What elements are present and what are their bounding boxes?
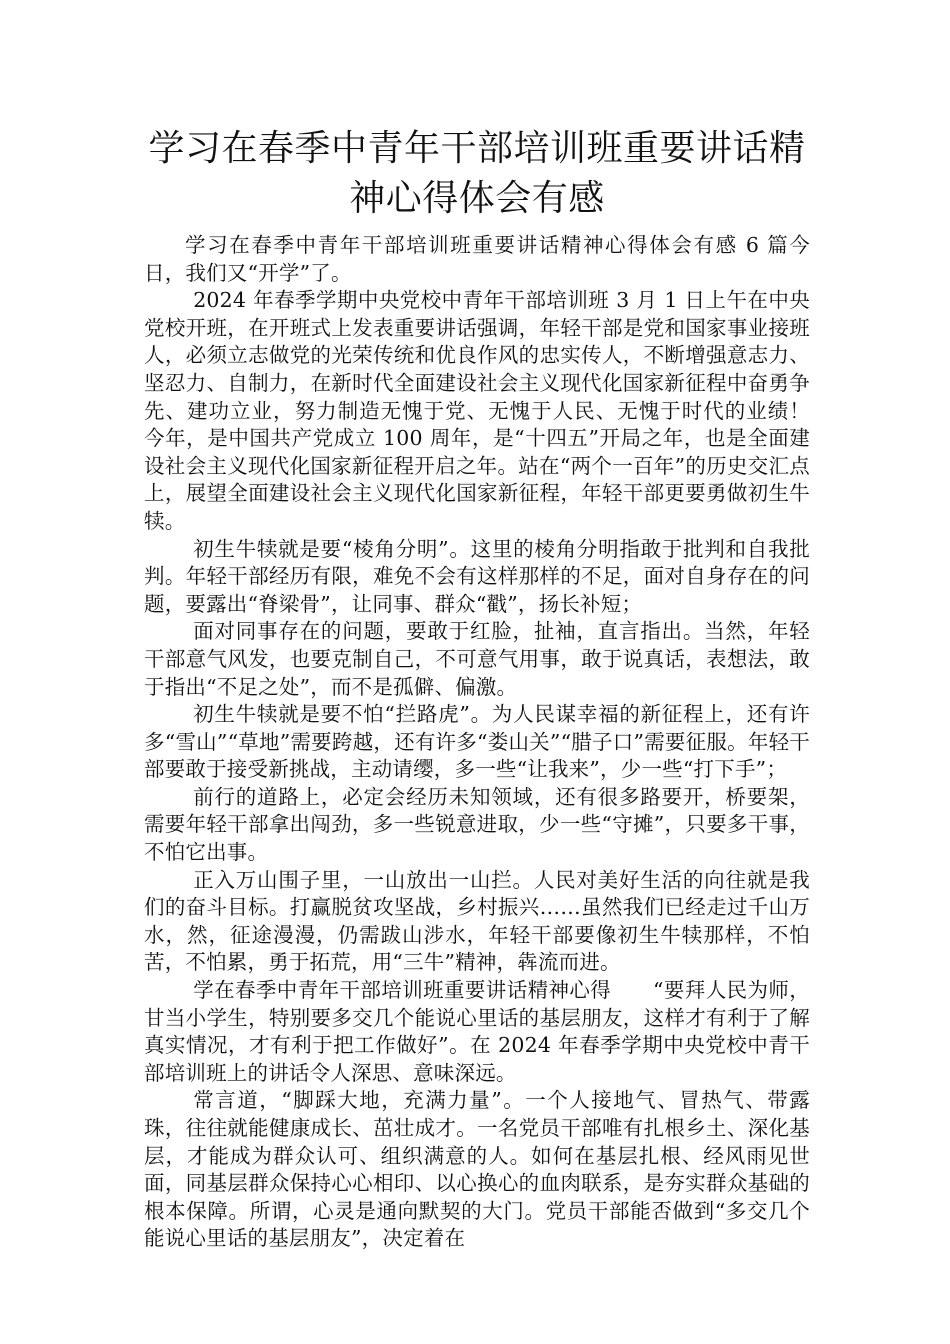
paragraph: 学习在春季中青年干部培训班重要讲话精神心得体会有感 6 篇今日，我们又“开学”了。 (144, 233, 810, 285)
paragraph: 面对同事存在的问题，要敢于红脸，扯袖，直言指出。当然，年轻干部意气风发，也要克制自己，不可意气用事，敢于说真话，表想法，敢于指出“不足之处”，而不是孤僻、偏激。 (144, 619, 810, 699)
paragraph: 前行的道路上，必定会经历未知领域，还有很多路要开，桥要架，需要年轻干部拿出闯劲，多一些锐意进取，少一些“守摊”，只要多干事，不怕它出事。 (144, 784, 810, 865)
paragraph: 初生牛犊就是要不怕“拦路虎”。为人民谋幸福的新征程上，还有许多“雪山”“草地”需要跨越，还有许多“娄山关”“腊子口”需要征服。年轻干部要敢于接受新挑战，主动请缨，多一些“让我来”，少一些“打下手”； (144, 702, 810, 782)
document-title: 学习在春季中青年干部培训班重要讲话精神心得体会有感 (148, 128, 806, 219)
paragraph: 学在春季中青年干部培训班重要讲话精神心得 “要拜人民为师，甘当小学生，特别要多交几个能说心里话的基层朋友，这样才有利于了解真实情况，才有利于把工作做好”。在 2024 年春季学期中央党校中青干部培训班上的讲话令人深思、意味深远。 (144, 978, 810, 1085)
paragraph: 正入万山围子里，一山放出一山拦。人民对美好生活的向往就是我们的奋斗目标。打赢脱贫攻坚战，乡村振兴……虽然我们已经走过千山万水，然，征途漫漫，仍需跋山涉水，年轻干部要像初生牛犊那样，不怕苦，不怕累，勇于拓荒，用“三牛”精神，犇流而进。 (144, 867, 810, 975)
paragraph: 2024 年春季学期中央党校中青年干部培训班 3 月 1 日上午在中央党校开班，在开班式上发表重要讲话强调，年轻干部是党和国家事业接班人，必须立志做党的光荣传统和优良作风的忠实传人，不断增强意志力、坚忍力、自制力，在新时代全面建设社会主义现代化国家新征程中奋勇争先、建功立业，努力制造无愧于党、无愧于人民、无愧于时代的业绩！ 今年，是中国共产党成立 100 周年，是“十四五”开局之年，也是全面建设社会主义现代化国家新征程开启之年。站在“两个一百年”的历史交汇点上，展望全面建设社会主义现代化国家新征程，年轻干部更要勇做初生牛犊。 (144, 288, 810, 533)
paragraph: 初生牛犊就是要“棱角分明”。这里的棱角分明指敢于批判和自我批判。年轻干部经历有限，难免不会有这样那样的不足，面对自身存在的问题，要露出“脊梁骨”，让同事、群众“戳”，扬长补短； (144, 536, 810, 616)
document-body (144, 232, 810, 1253)
document-page (144, 124, 810, 1253)
paragraph: 常言道，“脚踩大地，充满力量”。一个人接地气、冒热气、带露珠，往往就能健康成长、茁壮成才。一名党员干部唯有扎根乡土、深化基层，才能成为群众认可、组织满意的人。如何在基层扎根、经风雨见世面，同基层群众保持心心相印、以心换心的血肉联系，是夯实群众基础的根本保障。所谓，心灵是通向默契的大门。党员干部能否做到“多交几个能说心里话的基层朋友”，决定着在 (144, 1088, 810, 1251)
